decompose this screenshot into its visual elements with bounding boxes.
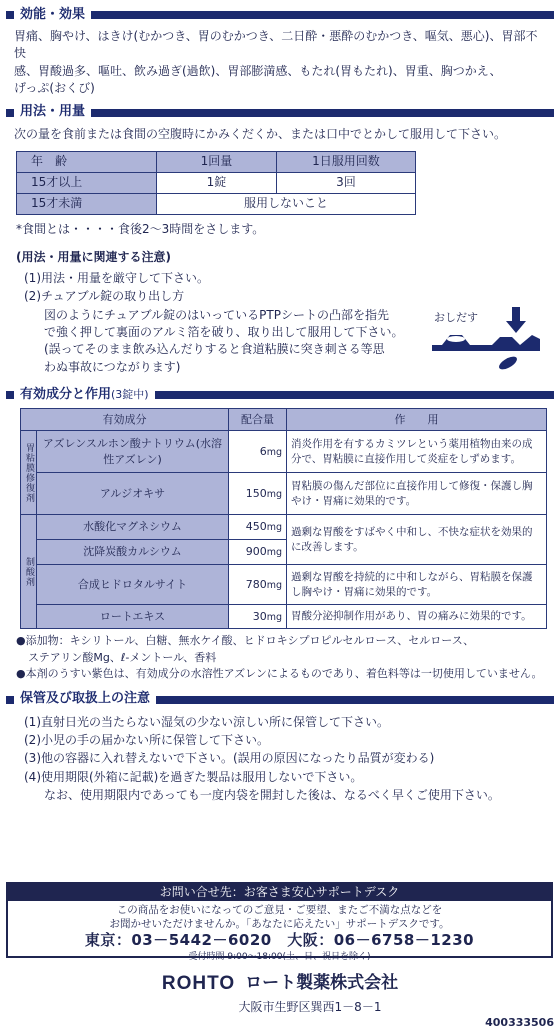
ingredient-name: 合成ヒドロタルサイト <box>37 565 229 605</box>
ingredients-table <box>20 408 547 629</box>
action-header: 作 用 <box>287 409 547 431</box>
effects-title: 効能・効果 <box>20 6 86 22</box>
support-header: お問い合せ先：お客さま安心サポートデスク <box>8 884 551 901</box>
effects-line: 胃痛、胸やけ、はきけ(むかつき、胃のむかつき、二日酔・悪酔のむかつき、嘔気、悪心)、胃部不快 <box>14 29 538 61</box>
list-num: (4) <box>24 769 41 784</box>
list-continuation: なお、使用期限内であっても一度内袋を開封した後は、なるべく早くご使用下さい。 <box>44 788 500 803</box>
ingredient-action: 胃酸分泌抑制作用があり、胃の痛みに効果的です。 <box>287 605 547 629</box>
rohto-logo: ROHTO <box>161 973 236 994</box>
ingredient-amount <box>229 565 287 605</box>
storage-header <box>6 691 554 709</box>
ingredients-title <box>20 386 149 405</box>
dose-header-age: 年 齢 <box>17 151 157 172</box>
list-num: (2) <box>24 732 41 747</box>
support-body <box>8 901 551 963</box>
list-text: 直射日光の当たらない湿気の少ない涼しい所に保管して下さい。 <box>41 714 390 729</box>
amount-value: 150 <box>245 486 267 500</box>
storage-list <box>6 709 554 805</box>
effects-body <box>6 24 554 102</box>
phone-tokyo: 東京：03－5442－6020 <box>84 931 272 950</box>
amount-unit: mg <box>266 611 282 623</box>
amount-unit: mg <box>266 522 282 534</box>
list-item <box>24 270 544 287</box>
effects-line: げっぷ(おくび) <box>14 81 95 96</box>
diagram-label: おしだす <box>434 310 478 324</box>
amount-unit: mg <box>266 579 282 591</box>
section-square-icon <box>6 391 14 399</box>
amount-value: 30 <box>252 609 267 623</box>
company-block <box>0 970 560 1016</box>
ingredient-action: 過剰な胃酸をすばやく中和し、不快な症状を効果的に改善します。 <box>287 515 547 565</box>
list-num: (2) <box>24 289 41 304</box>
tablet-icon <box>497 354 519 372</box>
usage-title: 用法・用量 <box>20 104 86 120</box>
ingredients-header-row <box>21 409 547 431</box>
chewable-line: で強く押して裏面のアルミ箔を破り、取り出して服用して下さい。 <box>44 324 404 339</box>
dose-amount-cell: 1錠 <box>157 172 277 193</box>
dose-merged-cell: 服用しないこと <box>157 193 416 214</box>
section-bar <box>156 696 554 704</box>
amount-unit: mg <box>266 446 282 458</box>
section-bar <box>91 11 554 19</box>
color-note: ●本剤のうすい紫色は、有効成分の水溶性アズレンによるものであり、着色料等は一切使用していません。 <box>16 667 543 681</box>
ingredient-name: 水酸化マグネシウム <box>37 515 229 540</box>
additives-line: ステアリン酸Mg、ℓ-メントール、香料 <box>28 650 217 664</box>
list-item <box>24 288 544 305</box>
usage-note: *食間とは・・・・食後2～3時間をさします。 <box>16 221 265 236</box>
ingredient-action: 過剰な胃酸を持続的に中和しながら、胃粘膜を保護し胸やけ・胃痛に効果的です。 <box>287 565 547 605</box>
additives-line: ●添加物：キシリトール、白糖、無水ケイ酸、ヒドロキシプロピルセルロース、セルロース、 <box>16 634 475 648</box>
list-text: チュアブル錠の取り出し方 <box>41 289 185 304</box>
ingredient-amount <box>229 431 287 473</box>
amount-unit: mg <box>266 488 282 500</box>
list-num: (3) <box>24 751 41 766</box>
table-row <box>21 605 547 629</box>
ingredient-name: ロートエキス <box>37 605 229 629</box>
ingredient-action: 胃粘膜の傷んだ部位に直接作用して修復・保護し胸やけ・胃痛に効果的です。 <box>287 473 547 515</box>
section-bar <box>155 391 554 399</box>
section-square-icon <box>6 109 14 117</box>
effects-line: 感、胃酸過多、嘔吐、飲み過ぎ(過飲)、胃部膨満感、もたれ(胃もたれ)、胃重、胸つかえ、 <box>14 63 502 78</box>
group-label: 制酸剤 <box>21 515 37 629</box>
table-row <box>17 172 416 193</box>
usage-intro: 次の量を食前または食間の空腹時にかみくだくか、または口中でとかして服用して下さい。 <box>14 126 507 141</box>
dose-table <box>16 151 416 215</box>
list-item <box>24 714 544 731</box>
support-hours: 受付時間 9:00～18:00(土、日、祝日を除く) <box>188 951 371 962</box>
ptp-press-diagram <box>432 307 540 381</box>
support-line: お聞かせいただけませんか。「あなたに応えたい」サポートデスクです。 <box>109 918 450 931</box>
tablet-icon <box>447 336 465 342</box>
group-label: 胃粘膜修復剤 <box>21 431 37 515</box>
table-row <box>21 473 547 515</box>
ingredient-name: アズレンスルホン酸ナトリウム(水溶性アズレン) <box>37 431 229 473</box>
additives-note <box>6 629 554 683</box>
ingredients-header <box>6 386 554 404</box>
table-row <box>21 515 547 540</box>
list-item <box>24 750 544 767</box>
chewable-line: 図のようにチュアブル錠のはいっているPTPシートの凸部を指先 <box>44 307 389 322</box>
support-contact-box <box>6 882 553 962</box>
company-address: 大阪市生野区巽西1－8－1 <box>238 999 382 1014</box>
product-code: 400333506 <box>485 1016 554 1030</box>
ingredient-name: アルジオキサ <box>37 473 229 515</box>
list-num: (1) <box>24 714 41 729</box>
usage-header <box>6 104 554 122</box>
ptp-sheet-icon <box>432 335 540 351</box>
chewable-line: わぬ事故につながります) <box>44 359 181 374</box>
amount-value: 450 <box>245 520 267 534</box>
ingredient-amount <box>229 605 287 629</box>
dose-table-header-row <box>17 151 416 172</box>
dose-age-cell: 15才未満 <box>17 193 157 214</box>
list-item <box>24 732 544 749</box>
amount-value: 6 <box>259 444 267 458</box>
table-row <box>21 431 547 473</box>
chewable-line: (誤ってそのまま飲み込んだりすると食道粘膜に突き刺さる等思 <box>44 342 385 357</box>
section-square-icon <box>6 696 14 704</box>
support-line: この商品をお使いになってのご意見・ご要望、またご不満な点などを <box>116 904 443 916</box>
amount-value: 780 <box>245 577 267 591</box>
list-text: 小児の手の届かない所に保管して下さい。 <box>41 732 270 747</box>
ingredient-header: 有効成分 <box>21 409 229 431</box>
ingredients-title-text: 有効成分と作用 <box>20 386 112 402</box>
ingredients-title-note: (3錠中) <box>111 387 149 401</box>
section-square-icon <box>6 11 14 19</box>
ingredient-name: 沈降炭酸カルシウム <box>37 540 229 565</box>
dose-age-cell: 15才以上 <box>17 172 157 193</box>
list-text: 他の容器に入れ替えないで下さい。(誤用の原因になったり品質が変わる) <box>41 751 435 766</box>
chewable-instructions <box>24 307 544 377</box>
company-name: ロート製薬株式会社 <box>245 973 399 994</box>
dose-header-daily: 1日服用回数 <box>277 151 416 172</box>
ingredient-amount <box>229 473 287 515</box>
storage-title: 保管及び取扱上の注意 <box>20 691 151 707</box>
down-arrow-icon <box>506 307 526 333</box>
ingredient-amount <box>229 540 287 565</box>
company-line <box>0 970 560 998</box>
ingredient-action: 消炎作用を有するカミツレという薬用植物由来の成分で、胃粘膜に直接作用して炎症をしずめます。 <box>287 431 547 473</box>
support-phones <box>8 931 551 951</box>
related-list <box>6 270 554 376</box>
list-num: (1) <box>24 270 41 285</box>
section-bar <box>91 109 554 117</box>
table-row <box>17 193 416 214</box>
ingredient-amount <box>229 515 287 540</box>
effects-header <box>6 6 554 24</box>
dose-times-cell: 3回 <box>277 172 416 193</box>
amount-unit: mg <box>266 547 282 559</box>
amount-header: 配合量 <box>229 409 287 431</box>
table-row <box>21 565 547 605</box>
related-title: (用法・用量に関連する注意) <box>16 250 171 265</box>
dose-header-single: 1回量 <box>157 151 277 172</box>
chewable-text <box>24 307 442 377</box>
amount-value: 900 <box>245 545 267 559</box>
list-text: 用法・用量を厳守して下さい。 <box>41 270 210 285</box>
list-item <box>24 769 544 786</box>
list-text: 使用期限(外箱に記載)を過ぎた製品は服用しないで下さい。 <box>41 769 363 784</box>
phone-osaka: 大阪：06－6758－1230 <box>287 931 475 950</box>
